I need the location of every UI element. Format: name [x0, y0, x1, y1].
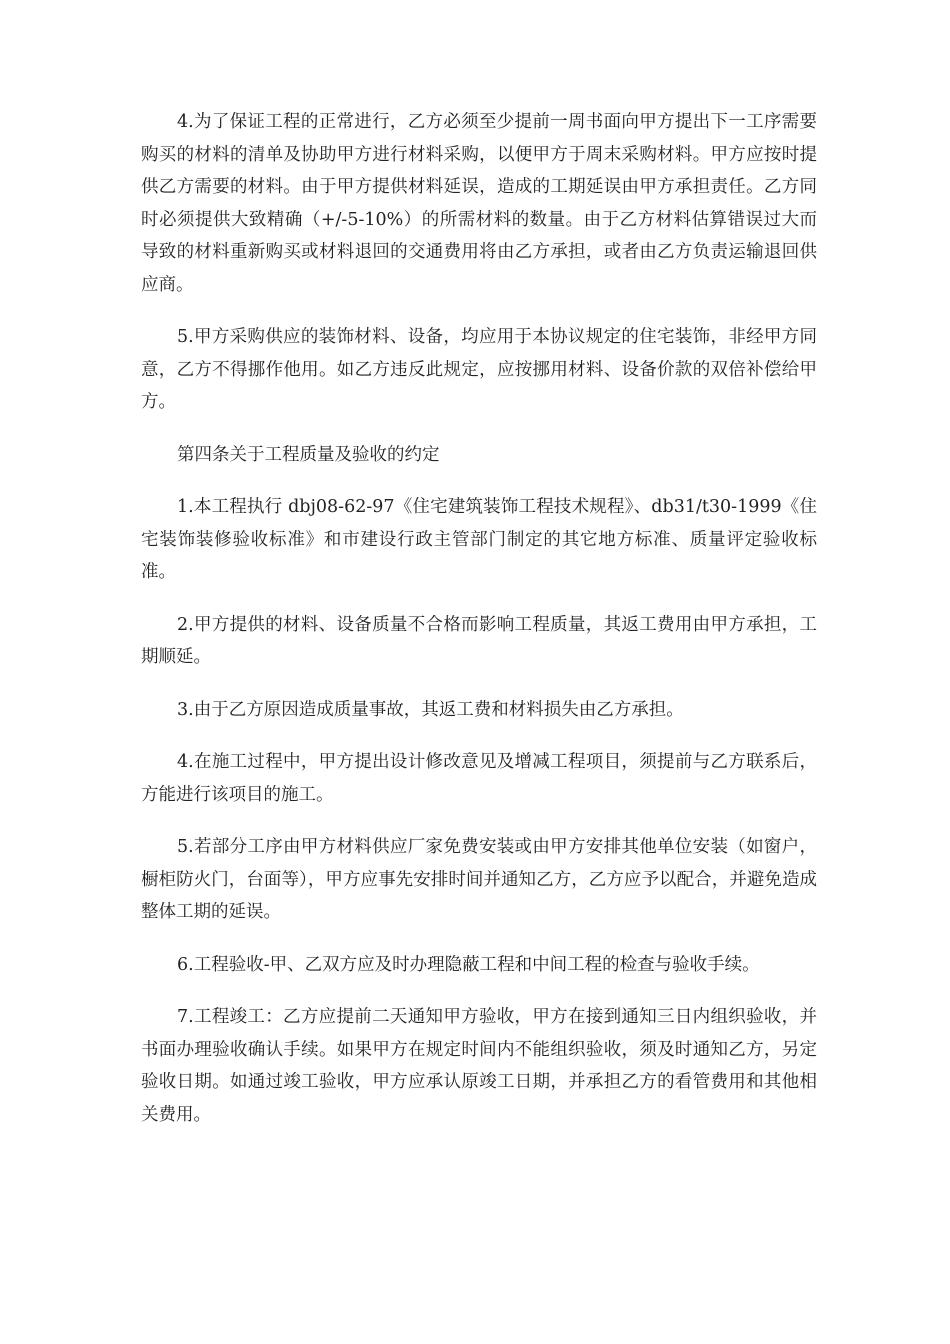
clause-4-item-4: 4.在施工过程中，甲方提出设计修改意见及增减工程项目，须提前与乙方联系后，方能进行该项目的施工。 — [141, 752, 817, 805]
clause-4-item-2: 2.甲方提供的材料、设备质量不合格而影响工程质量，其返工费用由甲方承担，工期顺延。 — [141, 614, 817, 667]
clause-3-item-4: 4.为了保证工程的正常进行，乙方必须至少提前一周书面向甲方提出下一工序需要购买的材料的清单及协助甲方进行材料采购，以便甲方于周末采购材料。甲方应按时提供乙方需要的材料。由于甲方提供材料延误，造成的工期延误由甲方承担责任。乙方同时必须提供大致精确（+/-5-10%）的所需材料的数量。由于乙方材料估算错误过大而导致的材料重新购买或材料退回的交通费用将由乙方承担，或者由乙方负责运输退回供应商。 — [141, 112, 817, 295]
clause-4-item-5: 5.若部分工序由甲方材料供应厂家免费安装或由甲方安排其他单位安装（如窗户，橱柜防火门，台面等），甲方应事先安排时间并通知乙方，乙方应予以配合，并避免造成整体工期的延误。 — [141, 837, 817, 922]
clause-4-item-1: 1.本工程执行 dbj08-62-97《住宅建筑装饰工程技术规程》、db31/t30-1999《住宅装饰装修验收标准》和市建设行政主管部门制定的其它地方标准、质量评定验收标准。 — [141, 497, 817, 582]
section-heading-article-4: 第四条关于工程质量及验收的约定 — [177, 444, 440, 465]
clause-4-item-3: 3.由于乙方原因造成质量事故，其返工费和材料损失由乙方承担。 — [177, 699, 684, 720]
clause-3-item-5: 5.甲方采购供应的装饰材料、设备，均应用于本协议规定的住宅装饰，非经甲方同意，乙方不得挪作他用。如乙方违反此规定，应按挪用材料、设备价款的双倍补偿给甲方。 — [141, 327, 817, 412]
clause-4-item-6: 6.工程验收-甲、乙双方应及时办理隐蔽工程和中间工程的检查与验收手续。 — [177, 954, 760, 975]
document-body — [141, 106, 817, 1151]
clause-4-item-7: 7.工程竣工：乙方应提前二天通知甲方验收，甲方在接到通知三日内组织验收，并书面办理验收确认手续。如果甲方在规定时间内不能组织验收，须及时通知乙方，另定验收日期。如通过竣工验收，甲方应承认原竣工日期，并承担乙方的看管费用和其他相关费用。 — [141, 1007, 817, 1125]
